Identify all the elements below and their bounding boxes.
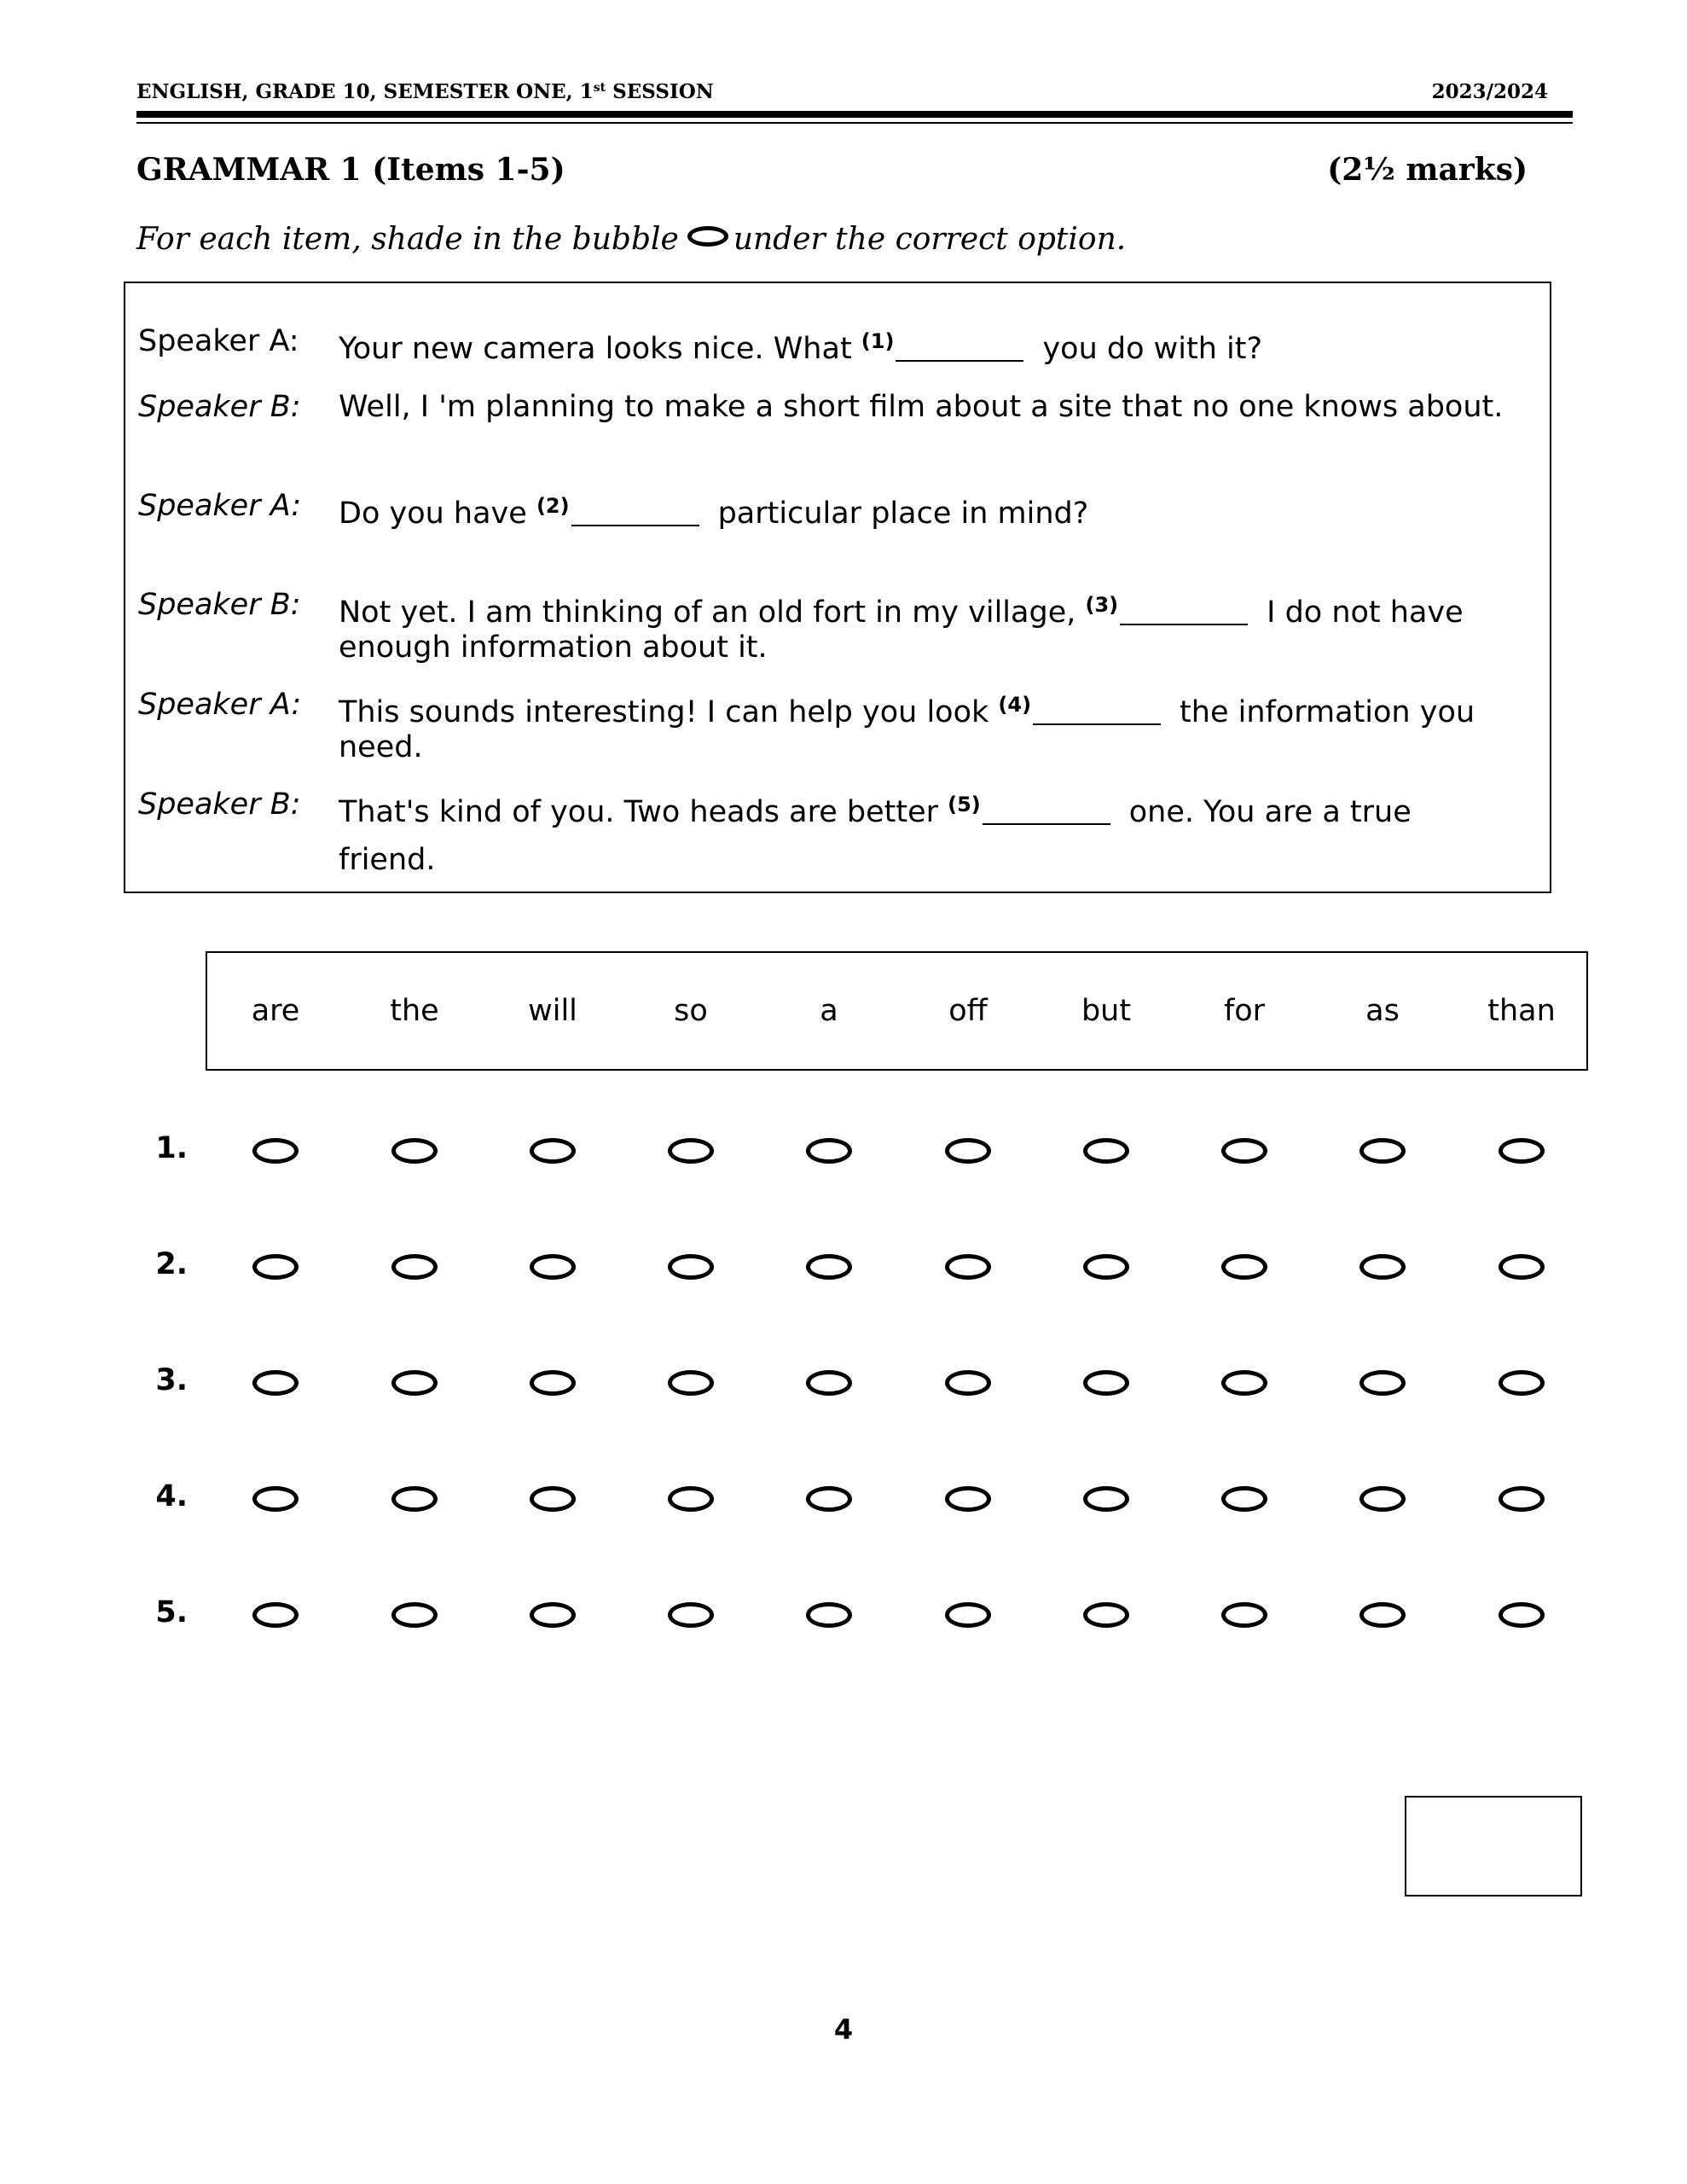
gap-blank <box>896 336 1023 362</box>
answer-bubble[interactable] <box>1083 1370 1129 1396</box>
answer-bubble[interactable] <box>1499 1254 1545 1280</box>
option-word: will <box>528 994 577 1028</box>
answer-bubble[interactable] <box>391 1486 438 1512</box>
section-title: GRAMMAR 1 (Items 1-5) <box>136 152 565 188</box>
answer-bubble[interactable] <box>1499 1486 1545 1512</box>
option-word: for <box>1223 994 1266 1028</box>
exam-header-superscript: st <box>593 81 606 95</box>
dialogue-text: This sounds interesting! I can help you look <box>339 695 999 729</box>
answer-bubble[interactable] <box>1499 1370 1545 1396</box>
item-number: 3. <box>155 1363 188 1397</box>
option-word: as <box>1365 994 1400 1028</box>
dialogue-line-2: Well, I 'm planning to make a short film about a site that no one knows about. <box>339 390 1504 424</box>
section-marks: (2½ marks) <box>1327 152 1528 188</box>
gap-number: (4) <box>998 693 1032 717</box>
exam-header <box>136 80 714 103</box>
answer-bubble[interactable] <box>252 1138 299 1164</box>
dialogue-line-5 <box>339 683 1475 734</box>
answer-bubble[interactable] <box>1499 1138 1545 1164</box>
dialogue-line-6-continued: friend. <box>339 843 436 877</box>
dialogue-line-3 <box>339 485 1088 535</box>
instruction-text-start: For each item, shade in the bubble <box>136 222 679 257</box>
exam-year: 2023/2024 <box>1431 80 1548 103</box>
dialogue-text: particular place in mind? <box>717 497 1089 531</box>
answer-bubble[interactable] <box>530 1254 576 1280</box>
header-rule-thin <box>136 122 1573 124</box>
speaker-label: Speaker A: <box>138 688 302 722</box>
instruction-text-end: under the correct option. <box>733 222 1127 257</box>
exam-header-title: ENGLISH, GRADE 10, SEMESTER ONE, 1 <box>136 80 594 103</box>
answer-bubble[interactable] <box>530 1138 576 1164</box>
answer-bubble[interactable] <box>945 1486 991 1512</box>
answer-bubble[interactable] <box>252 1370 299 1396</box>
option-word: so <box>674 994 708 1028</box>
answer-bubble[interactable] <box>945 1138 991 1164</box>
speaker-label: Speaker B: <box>138 390 301 424</box>
header-rule-thick <box>136 111 1573 118</box>
gap-blank <box>1033 700 1161 725</box>
dialogue-line-1 <box>339 320 1262 370</box>
gap-blank <box>571 501 699 526</box>
gap-blank <box>983 799 1110 825</box>
answer-bubble[interactable] <box>391 1254 438 1280</box>
answer-bubble[interactable] <box>1083 1486 1129 1512</box>
dialogue-text: you do with it? <box>1042 332 1263 366</box>
answer-bubble[interactable] <box>806 1602 852 1628</box>
speaker-label: Speaker B: <box>138 588 301 622</box>
answer-bubble[interactable] <box>1359 1370 1406 1396</box>
dialogue-text: That's kind of you. Two heads are better <box>339 795 948 829</box>
answer-bubble[interactable] <box>1359 1602 1406 1628</box>
item-number: 4. <box>155 1479 188 1513</box>
answer-bubble[interactable] <box>391 1138 438 1164</box>
answer-bubble[interactable] <box>1359 1254 1406 1280</box>
dialogue-text: the information you <box>1180 695 1475 729</box>
answer-bubble[interactable] <box>252 1486 299 1512</box>
answer-bubble[interactable] <box>668 1602 714 1628</box>
answer-bubble[interactable] <box>668 1370 714 1396</box>
answer-bubble[interactable] <box>806 1138 852 1164</box>
answer-bubble[interactable] <box>806 1370 852 1396</box>
answer-bubble[interactable] <box>1221 1254 1267 1280</box>
answer-bubble[interactable] <box>668 1254 714 1280</box>
answer-bubble[interactable] <box>530 1486 576 1512</box>
item-number: 1. <box>155 1131 188 1165</box>
answer-bubble[interactable] <box>806 1486 852 1512</box>
dialogue-line-4-continued: enough information about it. <box>339 630 768 665</box>
answer-bubble[interactable] <box>1221 1370 1267 1396</box>
dialogue-text: Not yet. I am thinking of an old fort in my village, <box>339 595 1086 630</box>
option-word: than <box>1487 994 1556 1028</box>
answer-bubble[interactable] <box>945 1602 991 1628</box>
instruction <box>136 222 1126 257</box>
dialogue-text: Do you have <box>339 497 536 531</box>
answer-bubble[interactable] <box>1083 1254 1129 1280</box>
dialogue-text: one. You are a true <box>1128 795 1412 829</box>
answer-bubble[interactable] <box>252 1254 299 1280</box>
item-number: 5. <box>155 1595 188 1629</box>
answer-bubble[interactable] <box>1221 1602 1267 1628</box>
page-number: 4 <box>833 2013 854 2046</box>
answer-bubble[interactable] <box>391 1602 438 1628</box>
answer-bubble[interactable] <box>1359 1138 1406 1164</box>
answer-bubble[interactable] <box>1359 1486 1406 1512</box>
exam-header-session: SESSION <box>606 80 714 103</box>
speaker-label: Speaker A: <box>138 489 302 523</box>
answer-bubble[interactable] <box>391 1370 438 1396</box>
gap-number: (2) <box>536 494 570 518</box>
option-word: are <box>251 994 300 1028</box>
gap-blank <box>1120 600 1248 625</box>
answer-bubble[interactable] <box>1499 1602 1545 1628</box>
dialogue-text: I do not have <box>1267 595 1464 630</box>
answer-bubble[interactable] <box>530 1370 576 1396</box>
item-number: 2. <box>155 1247 188 1281</box>
dialogue-text: Your new camera looks nice. What <box>339 332 861 366</box>
answer-bubble[interactable] <box>1083 1602 1129 1628</box>
speaker-label: Speaker B: <box>138 787 301 822</box>
bubble-icon <box>687 226 728 247</box>
score-box <box>1405 1796 1582 1896</box>
gap-number: (5) <box>948 793 981 816</box>
answer-bubble[interactable] <box>530 1602 576 1628</box>
dialogue-line-5-continued: need. <box>339 730 423 764</box>
answer-bubble[interactable] <box>252 1602 299 1628</box>
gap-number: (3) <box>1085 593 1119 617</box>
gap-number: (1) <box>861 329 895 353</box>
answer-bubble[interactable] <box>1083 1138 1129 1164</box>
answer-bubble[interactable] <box>668 1138 714 1164</box>
answer-bubble[interactable] <box>1221 1486 1267 1512</box>
option-word: but <box>1081 994 1132 1028</box>
dialogue-line-6 <box>339 783 1412 834</box>
option-word: a <box>820 994 838 1028</box>
speaker-label: Speaker A: <box>138 324 299 358</box>
answer-bubble[interactable] <box>806 1254 852 1280</box>
option-word: off <box>948 994 988 1028</box>
answer-bubble[interactable] <box>945 1370 991 1396</box>
answer-bubble[interactable] <box>668 1486 714 1512</box>
answer-bubble[interactable] <box>1221 1138 1267 1164</box>
option-word: the <box>390 994 439 1028</box>
answer-bubble[interactable] <box>945 1254 991 1280</box>
